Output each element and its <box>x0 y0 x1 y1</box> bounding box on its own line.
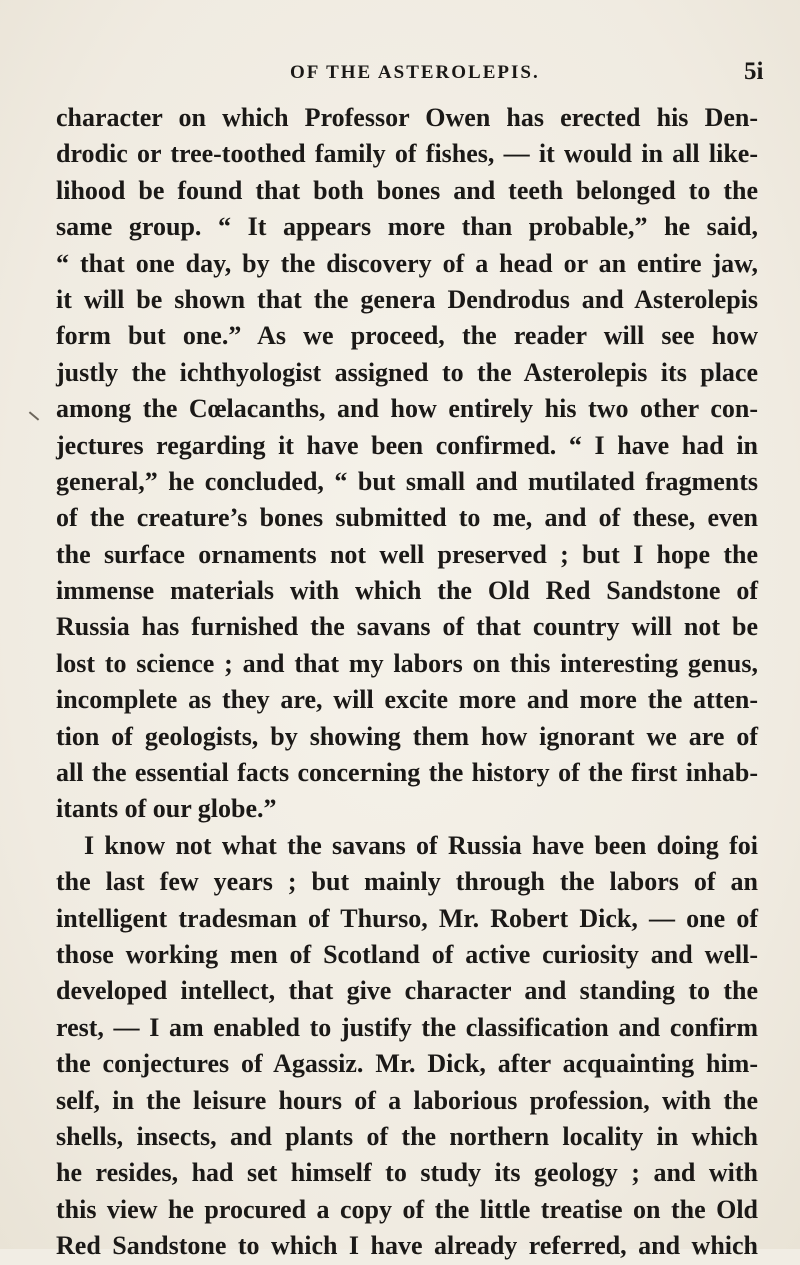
text-line: “ that one day, by the discovery of a head or an entire jaw, <box>56 248 758 278</box>
text-line: lihood be found that both bones and teeth belonged to the <box>56 175 758 205</box>
text-line: all the essential facts concerning the history of the first inhab- <box>56 758 758 788</box>
text-line: tion of geologists, by showing them how ignorant we are of <box>56 721 758 751</box>
text-line: Red Sandstone to which I have already referred, and which <box>56 1231 758 1261</box>
text-line: of the creature’s bones submitted to me, and of these, even <box>56 503 758 533</box>
text-line: drodic or tree-toothed family of fishes, — it would in all like- <box>56 139 758 169</box>
text-line: it will be shown that the genera Dendrodus and Asterolepis <box>56 284 758 314</box>
text-line: shells, insects, and plants of the northern locality in which <box>56 1121 758 1151</box>
text-line: same group. “ It appears more than probable,” he said, <box>56 212 758 242</box>
text-line: rest, — I am enabled to justify the classification and confirm <box>56 1012 758 1042</box>
body-text <box>56 100 758 1265</box>
text-line: immense materials with which the Old Red Sandstone of <box>56 576 758 606</box>
text-line: intelligent tradesman of Thurso, Mr. Robert Dick, — one of <box>56 903 758 933</box>
text-line: this view he procured a copy of the little treatise on the Old <box>56 1194 758 1224</box>
text-line: the surface ornaments not well preserved ; but I hope the <box>56 539 758 569</box>
text-line: general,” he concluded, “ but small and mutilated fragments <box>56 466 758 496</box>
text-line: self, in the leisure hours of a laborious profession, with the <box>56 1085 758 1115</box>
page-number: 5i <box>744 58 764 85</box>
text-line: those working men of Scotland of active curiosity and well- <box>56 939 758 969</box>
text-line: character on which Professor Owen has erected his Den- <box>56 103 758 132</box>
text-line: incomplete as they are, will excite more and more the atten- <box>56 685 758 715</box>
margin-mark <box>29 411 39 420</box>
text-line: jectures regarding it have been confirmed. “ I have had in <box>56 430 758 460</box>
text-line: among the Cœlacanths, and how entirely his two other con- <box>56 394 758 424</box>
text-line: itants of our globe.” <box>56 794 277 824</box>
text-line: Russia has furnished the savans of that country will not be <box>56 612 758 642</box>
text-line: the conjectures of Agassiz. Mr. Dick, after acquainting him- <box>56 1049 758 1079</box>
text-line: developed intellect, that give character and standing to the <box>56 976 758 1006</box>
text-line: form but one.” As we proceed, the reader will see how <box>56 321 758 351</box>
text-line: he resides, had set himself to study its geology ; and with <box>56 1158 758 1188</box>
text-line: the last few years ; but mainly through the labors of an <box>56 867 758 897</box>
text-line: I know not what the savans of Russia have been doing foi <box>84 830 758 860</box>
running-head: OF THE ASTEROLEPIS. <box>290 62 540 83</box>
text-line: lost to science ; and that my labors on this interesting genus, <box>56 648 758 678</box>
text-line: justly the ichthyologist assigned to the Asterolepis its place <box>56 357 758 387</box>
